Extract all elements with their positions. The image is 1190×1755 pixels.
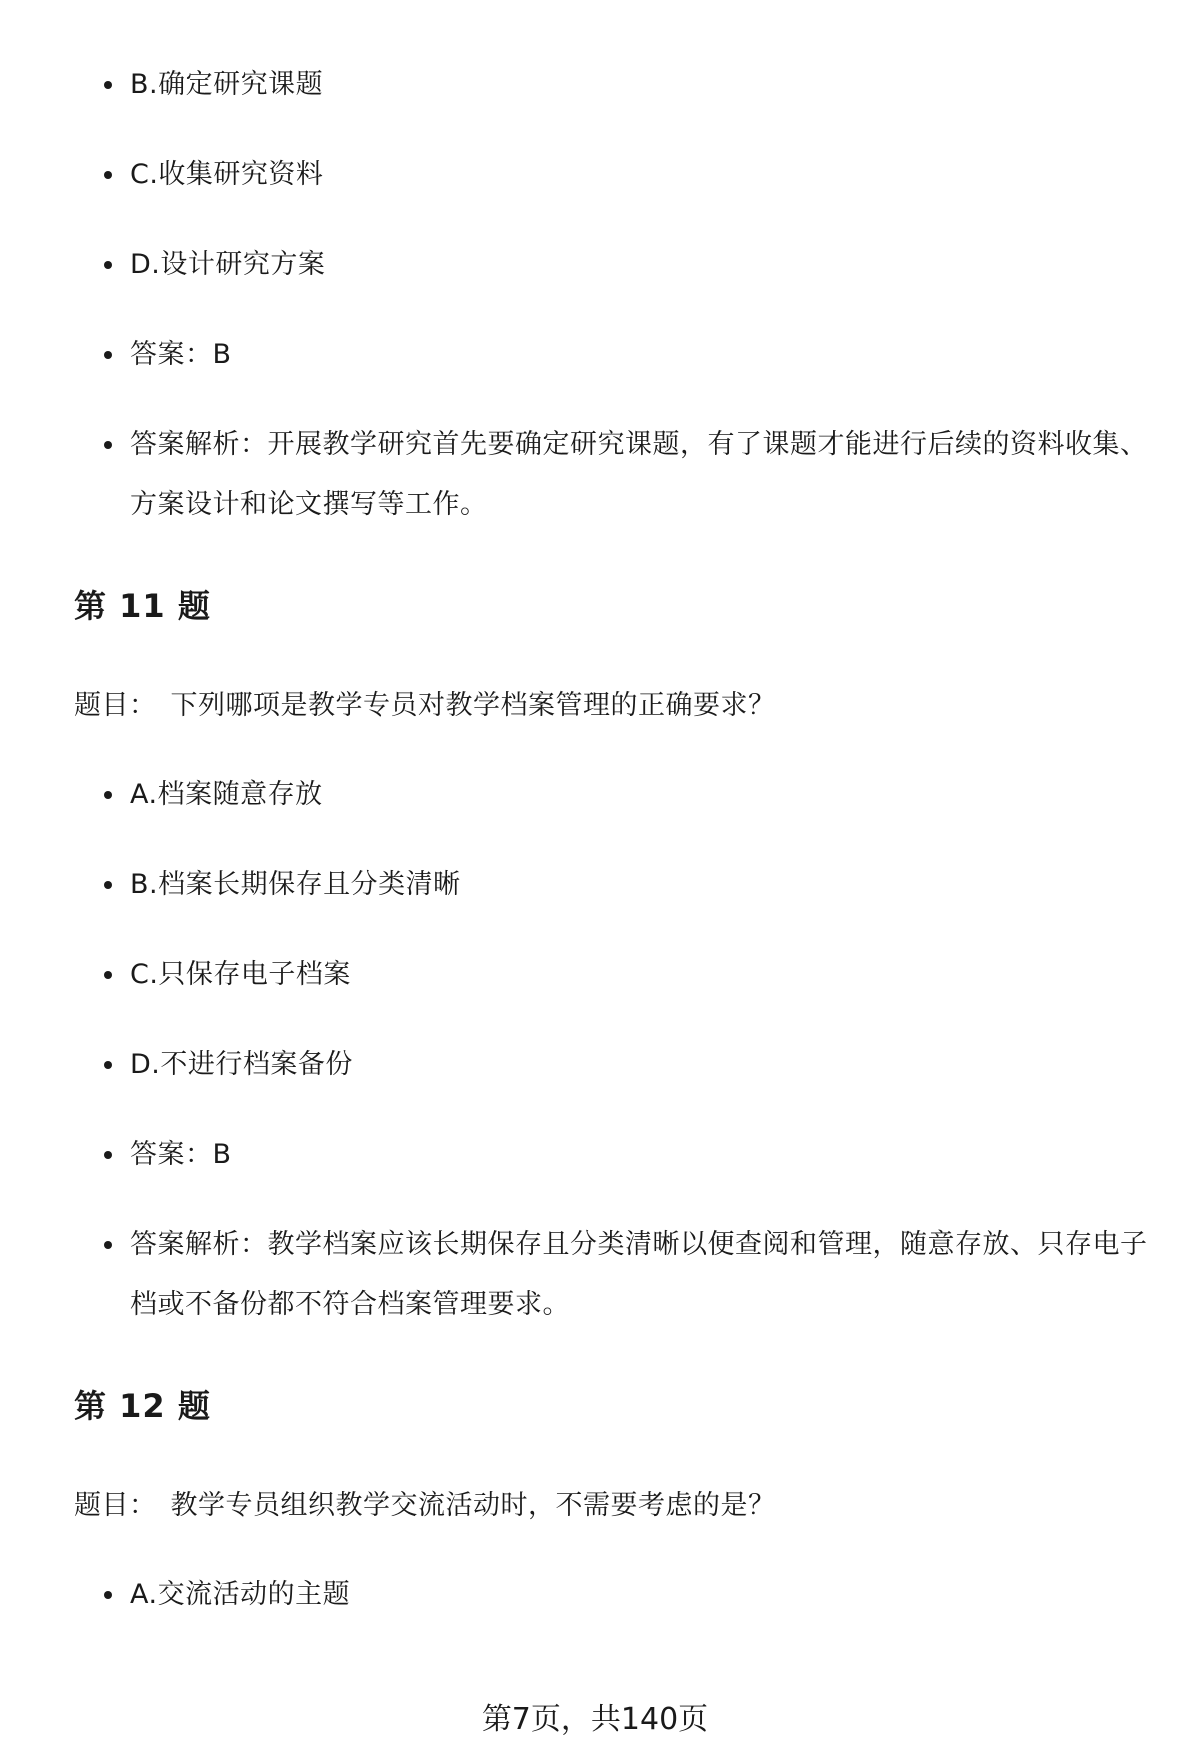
q11-stem — [74, 686, 776, 726]
bullet-dot — [104, 1591, 112, 1599]
q11-stem-text: 下列哪项是教学专员对教学档案管理的正确要求？ — [170, 690, 776, 721]
q11-answer: 答案：B — [104, 1125, 1164, 1185]
bullet-dot — [104, 971, 112, 979]
q10-option-d: D.设计研究方案 — [104, 235, 1164, 295]
q11-heading: 第 11 题 — [74, 587, 211, 625]
bullet-dot — [104, 1151, 112, 1159]
q12-stem — [74, 1486, 776, 1526]
bullet-dot — [104, 81, 112, 89]
bullet-dot — [104, 351, 112, 359]
bullet-dot — [104, 1241, 112, 1249]
q11-option-a: A.档案随意存放 — [104, 765, 1164, 825]
q11-option-b: B.档案长期保存且分类清晰 — [104, 855, 1164, 915]
q10-explanation: 答案解析：开展教学研究首先要确定研究课题，有了课题才能进行后续的资料收集、方案设计和论文撰写等工作。 — [104, 415, 1164, 535]
q12-stem-text: 教学专员组织教学交流活动时，不需要考虑的是？ — [170, 1490, 776, 1521]
bullet-dot — [104, 881, 112, 889]
q12-option-a: A.交流活动的主题 — [104, 1565, 1164, 1625]
bullet-dot — [104, 261, 112, 269]
bullet-dot — [104, 791, 112, 799]
page-number-footer: 第7页，共140页 — [481, 1702, 709, 1737]
q12-stem-label: 题目： — [74, 1490, 157, 1521]
q11-stem-label: 题目： — [74, 690, 157, 721]
q10-option-c: C.收集研究资料 — [104, 145, 1164, 205]
q12-heading: 第 12 题 — [74, 1387, 211, 1425]
q11-explanation: 答案解析：教学档案应该长期保存且分类清晰以便查阅和管理，随意存放、只存电子档或不备份都不符合档案管理要求。 — [104, 1215, 1164, 1335]
q10-answer: 答案：B — [104, 325, 1164, 385]
q11-option-d: D.不进行档案备份 — [104, 1035, 1164, 1095]
q11-option-c: C.只保存电子档案 — [104, 945, 1164, 1005]
bullet-dot — [104, 441, 112, 449]
q10-option-b: B.确定研究课题 — [104, 55, 1164, 115]
bullet-dot — [104, 171, 112, 179]
bullet-dot — [104, 1061, 112, 1069]
